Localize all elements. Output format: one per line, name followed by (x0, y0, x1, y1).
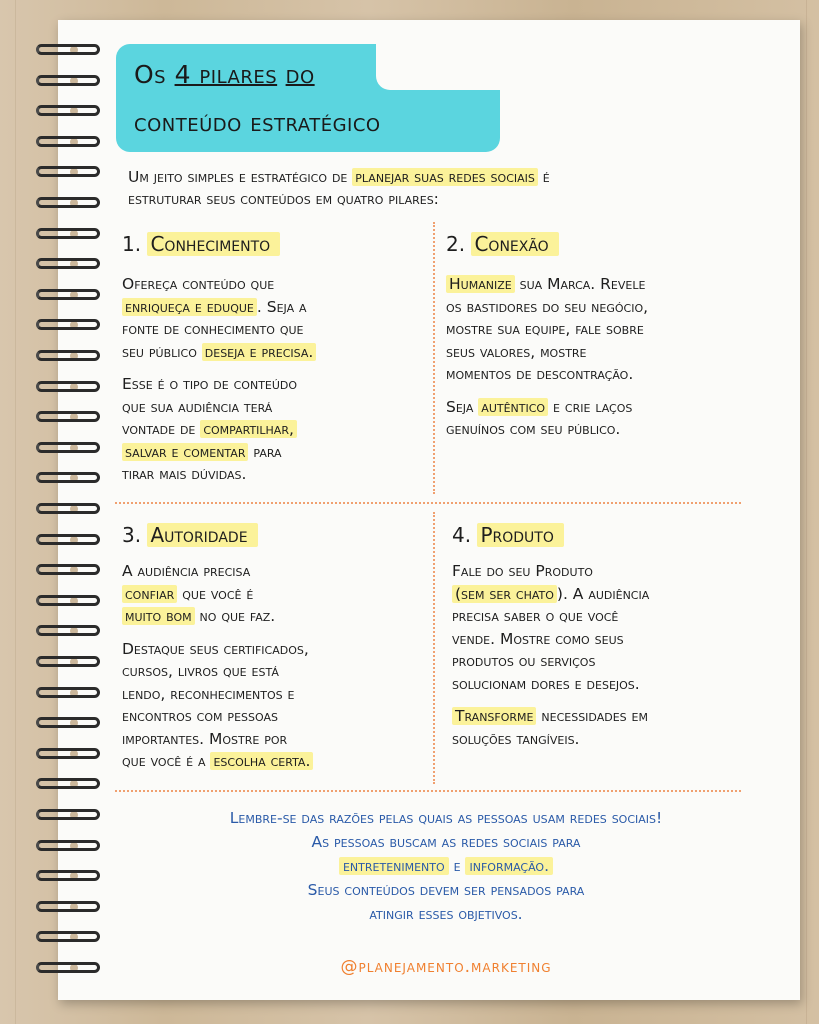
spacer (446, 386, 648, 396)
spiral-ring (36, 472, 100, 483)
footer-line: Seus conteúdos devem ser pensados para (307, 881, 585, 899)
spiral-ring (36, 197, 100, 208)
footer-text: e (448, 857, 466, 875)
text: necessidades em (536, 707, 649, 725)
text-line: Ofereça conteúdo que (122, 275, 275, 293)
spiral-ring (36, 75, 100, 86)
highlight: salvar e comentar (122, 443, 248, 461)
spiral-ring (36, 840, 100, 851)
text-line (122, 418, 316, 441)
vertical-divider-bottom (433, 512, 435, 784)
footer-highlight: entretenimento (339, 857, 449, 875)
intro-highlight: planejar suas redes sociais (352, 168, 538, 186)
text-line (122, 296, 316, 319)
highlight: enriqueça e eduque (122, 298, 257, 316)
title-text: Os (134, 60, 175, 89)
text: no que faz. (194, 607, 276, 625)
text-line: mostre sua equipe, fale sobre (446, 320, 644, 338)
spiral-ring (36, 564, 100, 575)
text-line (452, 705, 649, 728)
pillar-number: 1. (122, 232, 148, 256)
text-line (122, 605, 313, 628)
text-line: que sua audiência terá (122, 397, 273, 416)
spiral-ring (36, 503, 100, 514)
spacer (122, 628, 313, 638)
pillar-number: 2. (446, 232, 472, 256)
text: para (248, 442, 282, 461)
text-line: Destaque seus certificados, (122, 639, 309, 658)
title-highlight-pillars: 4 pilares (174, 60, 278, 89)
spiral-ring (36, 962, 100, 973)
text-line: os bastidores do seu negócio, (446, 297, 649, 316)
text: e crie laços (548, 397, 633, 416)
spiral-ring (36, 44, 100, 55)
pillar-title: Conhecimento (147, 232, 280, 256)
spiral-ring (36, 319, 100, 330)
text: que você é (177, 584, 254, 603)
pillar-4-text (452, 560, 649, 750)
horizontal-divider-middle (115, 502, 741, 504)
text-line: genuínos com seu público. (446, 420, 621, 438)
highlight: (sem ser chato (452, 585, 557, 603)
text-line: encontros com pessoas (122, 707, 278, 725)
highlight: deseja e precisa. (202, 343, 317, 361)
spiral-ring (36, 778, 100, 789)
pillar-4-heading (452, 523, 564, 547)
text-line (452, 583, 649, 606)
text-line (122, 750, 313, 773)
page-title-line-2: conteúdo estratégico (134, 108, 381, 137)
pillar-3-heading (122, 523, 258, 547)
text: seu público (122, 342, 202, 361)
text: vontade de (122, 420, 201, 438)
spiral-ring (36, 625, 100, 636)
text-line: produtos ou serviços (452, 652, 596, 670)
spiral-ring (36, 350, 100, 361)
text-line: lendo, reconhecimentos e (122, 684, 295, 703)
text-line (446, 273, 648, 296)
pillar-2-text (446, 273, 648, 441)
spiral-ring (36, 442, 100, 453)
text-line: vende. Mostre como seus (452, 629, 624, 648)
text: Seja (446, 397, 479, 416)
social-handle: @planejamento.marketing (340, 957, 552, 977)
highlight: Transforme (452, 707, 536, 725)
pillar-1-text (122, 273, 316, 486)
spiral-ring (36, 656, 100, 667)
footer-line (96, 854, 796, 878)
highlight: autêntico (478, 398, 548, 416)
text-line: importantes. Mostre por (122, 729, 288, 748)
spiral-ring (36, 687, 100, 698)
text: sua Marca. Revele (514, 275, 646, 293)
footer-line: As pessoas buscam as redes sociais para (311, 833, 581, 851)
pillar-number: 3. (122, 523, 148, 547)
horizontal-divider-bottom (115, 790, 741, 792)
spiral-ring (36, 717, 100, 728)
pillar-3-text (122, 560, 313, 773)
pillar-title: Autoridade (147, 523, 257, 547)
spiral-ring (36, 258, 100, 269)
text: ). A audiência (556, 584, 650, 603)
page-title-line-1 (134, 60, 315, 89)
spiral-ring (36, 228, 100, 239)
footer-message (96, 806, 796, 926)
highlight: confiar (122, 585, 177, 603)
spiral-ring (36, 748, 100, 759)
spiral-ring (36, 411, 100, 422)
spiral-ring (36, 381, 100, 392)
text-line (122, 441, 316, 464)
spiral-ring (36, 931, 100, 942)
text-line: Esse é o tipo de conteúdo (122, 375, 298, 393)
text-line: A audiência precisa (122, 562, 251, 580)
spiral-ring (36, 809, 100, 820)
spiral-ring (36, 901, 100, 912)
spiral-ring (36, 289, 100, 300)
highlight: muito bom (122, 607, 195, 625)
spacer (452, 695, 649, 705)
spiral-ring (36, 136, 100, 147)
spiral-ring (36, 534, 100, 545)
text-line: cursos, livros que está (122, 662, 279, 680)
pillar-number: 4. (452, 523, 478, 547)
footer-highlight: informação. (465, 857, 553, 875)
text-line: fonte de conhecimento que (122, 320, 304, 338)
footer-line: Lembre-se das razões pelas quais as pessoas usam redes sociais! (229, 809, 663, 827)
footer-line: atingir esses objetivos. (369, 905, 523, 923)
text: . Seja a (256, 297, 307, 316)
pillar-1-heading (122, 232, 280, 256)
highlight: Humanize (446, 275, 515, 293)
text-line (122, 341, 316, 364)
spiral-ring (36, 105, 100, 116)
text: que você é a (122, 752, 211, 770)
text-line (446, 396, 648, 419)
text-line: precisa saber o que você (452, 607, 619, 625)
title-text-do: do (285, 60, 315, 89)
highlight: escolha certa. (210, 752, 313, 770)
text-line: soluções tangíveis. (452, 729, 580, 748)
text-line: tirar mais dúvidas. (122, 465, 247, 483)
text-line: solucionam dores e desejos. (452, 674, 640, 693)
title-space (277, 60, 285, 89)
text-line: Fale do seu Produto (452, 562, 593, 580)
pillar-title: Conexão (471, 232, 558, 256)
intro-text: Um jeito simples e estratégico de (128, 168, 353, 186)
text-line (122, 583, 313, 606)
intro-line-2: estruturar seus conteúdos em quatro pilares: (128, 190, 439, 208)
pillar-title: Produto (477, 523, 563, 547)
intro-text-end: é (537, 168, 550, 186)
vertical-divider-top (433, 222, 435, 494)
intro-line-1 (128, 166, 550, 189)
highlight: compartilhar, (200, 420, 297, 438)
spiral-ring (36, 166, 100, 177)
spacer (122, 363, 316, 373)
text-line: momentos de descontração. (446, 365, 634, 383)
pillar-2-heading (446, 232, 559, 256)
spiral-ring (36, 595, 100, 606)
text-line: seus valores, mostre (446, 342, 587, 361)
spiral-ring (36, 870, 100, 881)
